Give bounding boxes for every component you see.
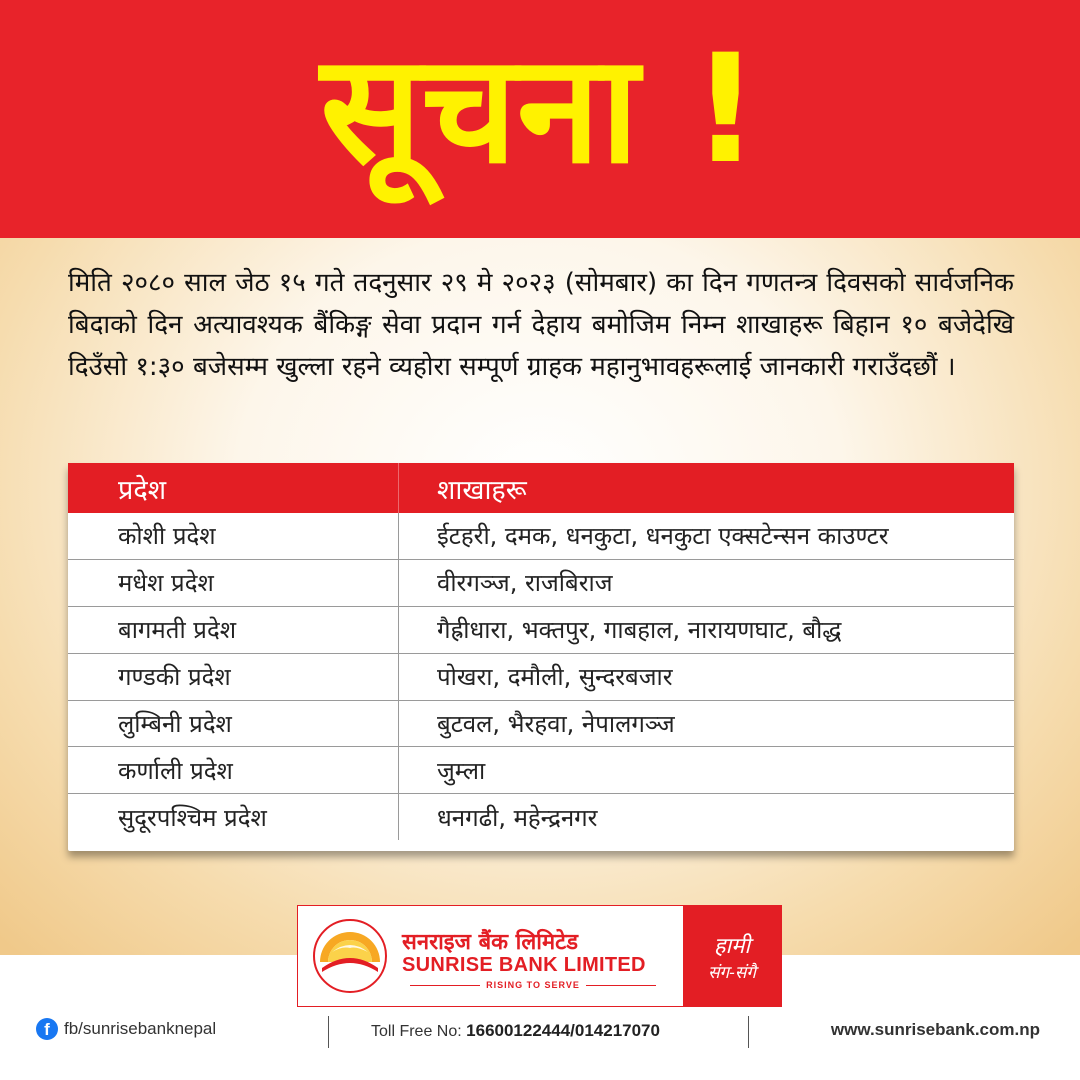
header-province: प्रदेश: [68, 463, 399, 513]
bank-tagline: RISING TO SERVE: [402, 980, 664, 990]
facebook-handle: fb/sunrisebanknepal: [64, 1019, 217, 1038]
facebook-link[interactable]: [36, 1018, 216, 1040]
branches-cell: बुटवल, भैरहवा, नेपालगञ्ज: [399, 700, 1015, 747]
branches-cell: वीरगञ्ज, राजबिराज: [399, 559, 1015, 606]
table-row: [68, 606, 1014, 653]
province-cell: सुदूरपश्चिम प्रदेश: [68, 794, 399, 840]
slogan-line-2: संग-संगै: [708, 963, 756, 983]
province-cell: कर्णाली प्रदेश: [68, 747, 399, 794]
bank-name-english: SUNRISE BANK LIMITED: [402, 954, 646, 976]
branches-table: [68, 463, 1014, 851]
header-banner: [0, 0, 1080, 238]
province-cell: गण्डकी प्रदेश: [68, 653, 399, 700]
table-row: [68, 700, 1014, 747]
table-row: [68, 559, 1014, 606]
slogan-line-1: हामी: [713, 934, 751, 959]
table-row: [68, 653, 1014, 700]
province-cell: मधेश प्रदेश: [68, 559, 399, 606]
branches-cell: ईटहरी, दमक, धनकुटा, धनकुटा एक्सटेन्सन काउण्टर: [399, 513, 1015, 559]
branches-cell: पोखरा, दमौली, सुन्दरबजार: [399, 653, 1015, 700]
table-row: [68, 513, 1014, 559]
bank-logo-box: [297, 905, 782, 1007]
branches-cell: गैह्रीधारा, भक्तपुर, गाबहाल, नारायणघाट, बौद्ध: [399, 606, 1015, 653]
table-header-row: [68, 463, 1014, 513]
footer-divider: [748, 1016, 749, 1048]
facebook-icon: f: [36, 1018, 58, 1040]
toll-free: [371, 1021, 660, 1041]
branches-cell: धनगढी, महेन्द्रनगर: [437, 803, 598, 832]
branches-table-grid: [68, 463, 1014, 840]
province-cell: बागमती प्रदेश: [68, 606, 399, 653]
page-title: सूचना !: [320, 23, 760, 197]
footer-contact-bar: [0, 1018, 1080, 1048]
branches-cell: जुम्ला: [399, 747, 1015, 794]
slogan-panel: [683, 906, 781, 1006]
toll-free-label: Toll Free No:: [371, 1023, 462, 1040]
table-row: [68, 747, 1014, 794]
sunrise-logo-icon: [312, 918, 388, 994]
bank-name-nepali: सनराइज बैंक लिमिटेड: [402, 930, 579, 955]
toll-free-number: 16600122444/014217070: [466, 1021, 660, 1040]
header-branches: शाखाहरू: [399, 463, 1015, 513]
table-row: [68, 794, 1014, 840]
footer-divider: [328, 1016, 329, 1048]
province-cell: कोशी प्रदेश: [68, 513, 399, 559]
province-cell: लुम्बिनी प्रदेश: [68, 700, 399, 747]
notice-text: मिति २०८० साल जेठ १५ गते तदनुसार २९ मे २०२३ (सोमबार) का दिन गणतन्त्र दिवसको सार्वजनिक बिदाको दिन अत्यावश्यक बैंकिङ्ग सेवा प्रदान गर्न देहाय बमोजिम निम्न शाखाहरू बिहान १० बजेदेखि दिउँसो १:३० बजेसम्म खुल्ला रहने व्यहोरा सम्पूर्ण ग्राहक महानुभावहरूलाई जानकारी गराउँदछौं ।: [68, 268, 1014, 382]
website-link[interactable]: www.sunrisebank.com.np: [830, 1020, 1040, 1039]
